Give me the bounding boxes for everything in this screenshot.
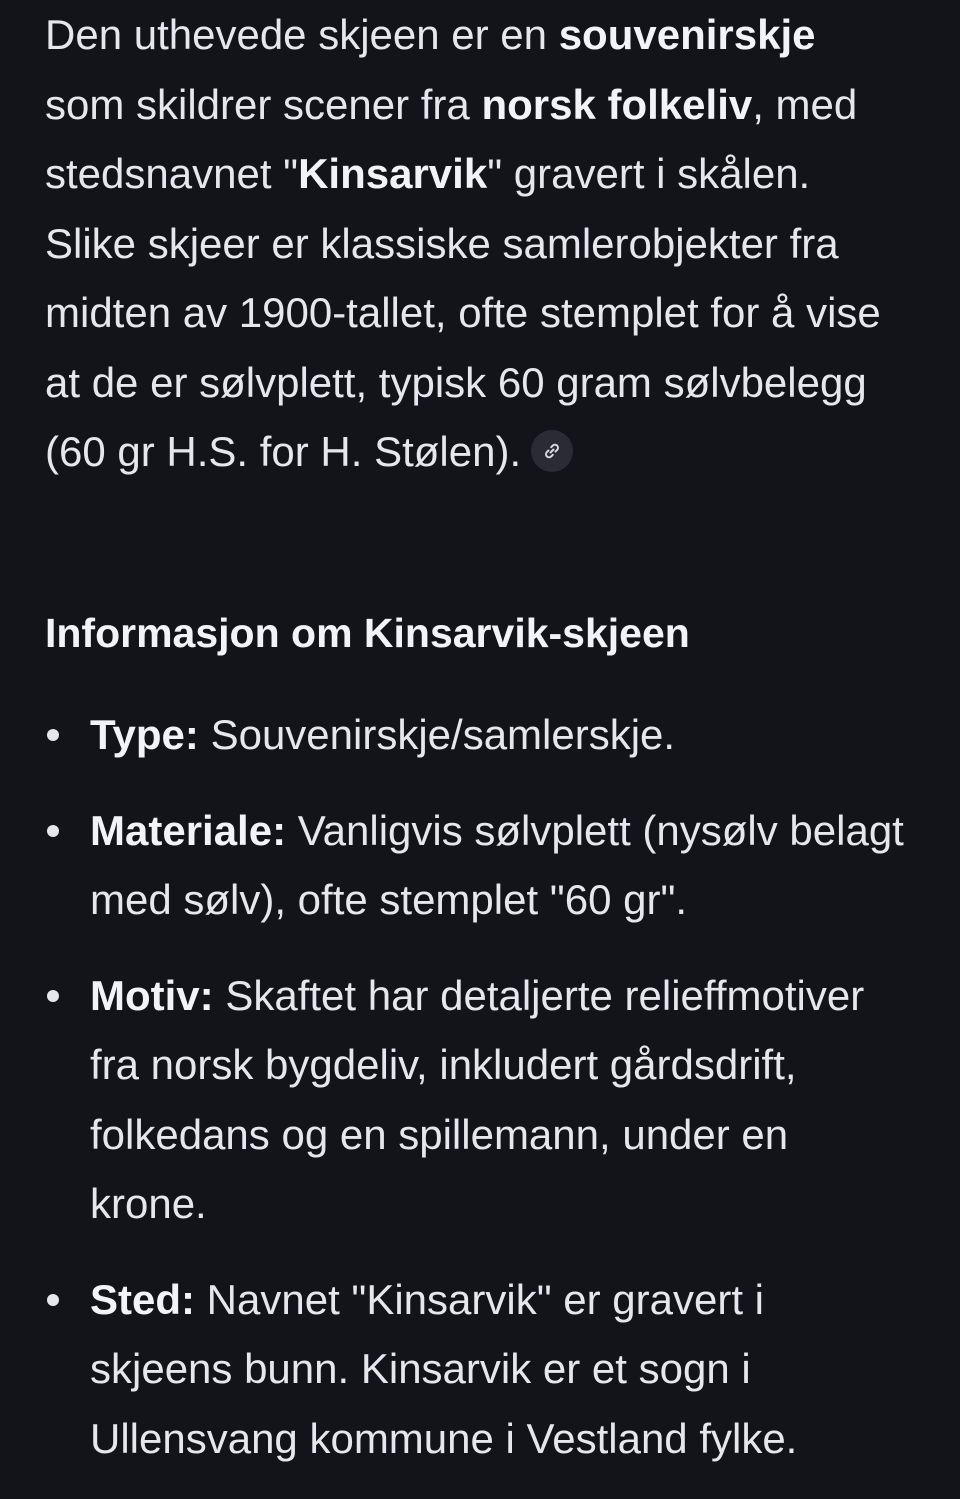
list-item (45, 796, 905, 935)
item-text: Souvenirskje/samlerskje. (198, 711, 676, 758)
intro-bold-kinsarvik: Kinsarvik (298, 150, 488, 197)
intro-text: Den uthevede skjeen er en (45, 11, 559, 58)
link-icon (542, 441, 562, 461)
item-label: Type: (90, 711, 199, 758)
intro-text: , med stedsnavnet " (45, 80, 858, 197)
list-item (45, 961, 905, 1239)
source-link-button[interactable] (531, 430, 573, 472)
intro-text: som skildrer scener fra (45, 80, 482, 128)
info-list (45, 700, 905, 1499)
item-text: Navnet "Kinsarvik" er gravert i skjeens bunn. Kinsarvik er et sogn i Ullensvang kommune i Vestland fylke. (90, 1275, 798, 1462)
bullet-icon (47, 1294, 59, 1306)
section-heading: Informasjon om Kinsarvik-skjeen (45, 610, 690, 656)
intro-bold-souvenirskje: souvenirskje (558, 11, 816, 58)
intro-text: " gravert i skålen. Slike skjeer er klassiske samlerobjekter fra midten av 1900-tallet, ofte stemplet for å vise at de er sølvplett, typisk 60 gram sølvbelegg (60 gr H.S. for H. Stølen). (45, 150, 881, 475)
bullet-icon (47, 825, 59, 837)
item-text: Skaftet har detaljerte relieffmotiver fra norsk bygdeliv, inkludert gårdsdrift, folkedans og en spillemann, under en krone. (90, 971, 865, 1227)
item-label: Materiale: (90, 806, 287, 854)
intro-paragraph (45, 0, 905, 487)
item-label: Motiv: (90, 971, 214, 1019)
list-item (45, 700, 905, 770)
bullet-icon (47, 729, 59, 741)
list-item (45, 1265, 905, 1474)
intro-bold-folkeliv: norsk folkeliv (481, 80, 753, 128)
item-text: Vanligvis sølvplett (nysølv belagt med sølv), ofte stemplet "60 gr". (90, 806, 904, 923)
item-label: Sted: (90, 1275, 195, 1323)
response-content (45, 0, 905, 1462)
bullet-icon (47, 990, 59, 1002)
